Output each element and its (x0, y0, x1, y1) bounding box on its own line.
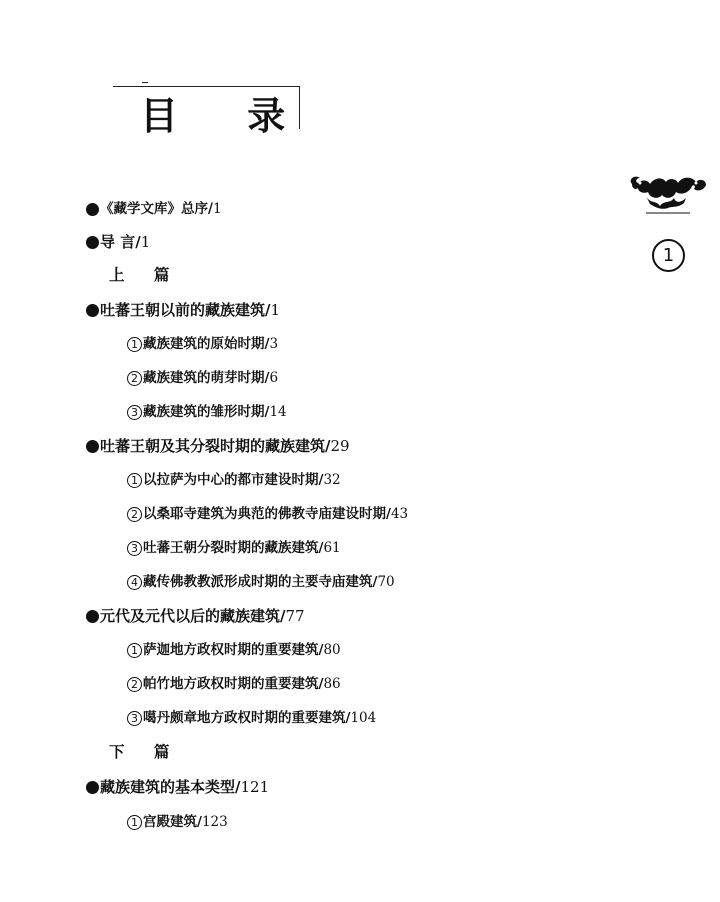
circled-number-icon: 3 (127, 541, 142, 556)
toc-entry[interactable]: 吐蕃王朝及其分裂时期的藏族建筑/ 29 (86, 435, 350, 457)
bullet-icon (86, 440, 99, 453)
toc-entry[interactable]: 藏族建筑的基本类型/ 121 (86, 776, 269, 798)
bullet-icon (86, 610, 99, 623)
toc-subentry[interactable]: 2 藏族建筑的萌芽时期/ 6 (127, 367, 278, 389)
toc-subentry[interactable]: 1 宫殿建筑/ 123 (127, 811, 228, 833)
toc-subentry[interactable]: 1 藏族建筑的原始时期/ 3 (127, 333, 278, 355)
bullet-icon (86, 781, 99, 794)
toc-subentry[interactable]: 3 藏族建筑的雏形时期/ 14 (127, 401, 287, 423)
section-heading: 上 篇 (109, 265, 182, 284)
bullet-icon (86, 236, 99, 249)
circled-number-icon: 2 (127, 677, 142, 692)
circled-number-icon: 4 (127, 575, 142, 590)
toc-subentry[interactable]: 1 以拉萨为中心的都市建设时期/ 32 (127, 469, 341, 491)
toc-subentry[interactable]: 1 萨迦地方政权时期的重要建筑/ 80 (127, 639, 341, 661)
toc-entry[interactable]: 《藏学文库》总序/ 1 (86, 198, 222, 220)
circled-number-icon: 1 (127, 643, 142, 658)
circled-number-icon: 2 (127, 371, 142, 386)
page-title: 目 录 (140, 94, 314, 138)
bullet-icon (86, 304, 99, 317)
circled-number-icon: 3 (127, 711, 142, 726)
toc-subentry[interactable]: 4 藏传佛教教派形成时期的主要寺庙建筑/ 70 (127, 571, 395, 593)
toc-entry[interactable]: 吐蕃王朝以前的藏族建筑/ 1 (86, 299, 280, 321)
toc-subentry[interactable]: 3 噶丹颇章地方政权时期的重要建筑/ 104 (127, 707, 376, 729)
toc-subentry[interactable]: 2 以桑耶寺建筑为典范的佛教寺庙建设时期/ 43 (127, 503, 408, 525)
section-heading: 下 篇 (109, 742, 182, 761)
page-number: 1 (652, 239, 685, 272)
circled-number-icon: 2 (127, 507, 142, 522)
bullet-icon (86, 203, 99, 216)
toc-entry[interactable]: 导 言/ 1 (86, 231, 150, 253)
circled-number-icon: 1 (127, 815, 142, 830)
circled-number-icon: 1 (127, 337, 142, 352)
toc-subentry[interactable]: 3 吐蕃王朝分裂时期的藏族建筑/ 61 (127, 537, 341, 559)
toc-entry[interactable]: 元代及元代以后的藏族建筑/ 77 (86, 605, 305, 627)
circled-number-icon: 1 (127, 473, 142, 488)
circled-number-icon: 3 (127, 405, 142, 420)
toc-subentry[interactable]: 2 帕竹地方政权时期的重要建筑/ 86 (127, 673, 341, 695)
